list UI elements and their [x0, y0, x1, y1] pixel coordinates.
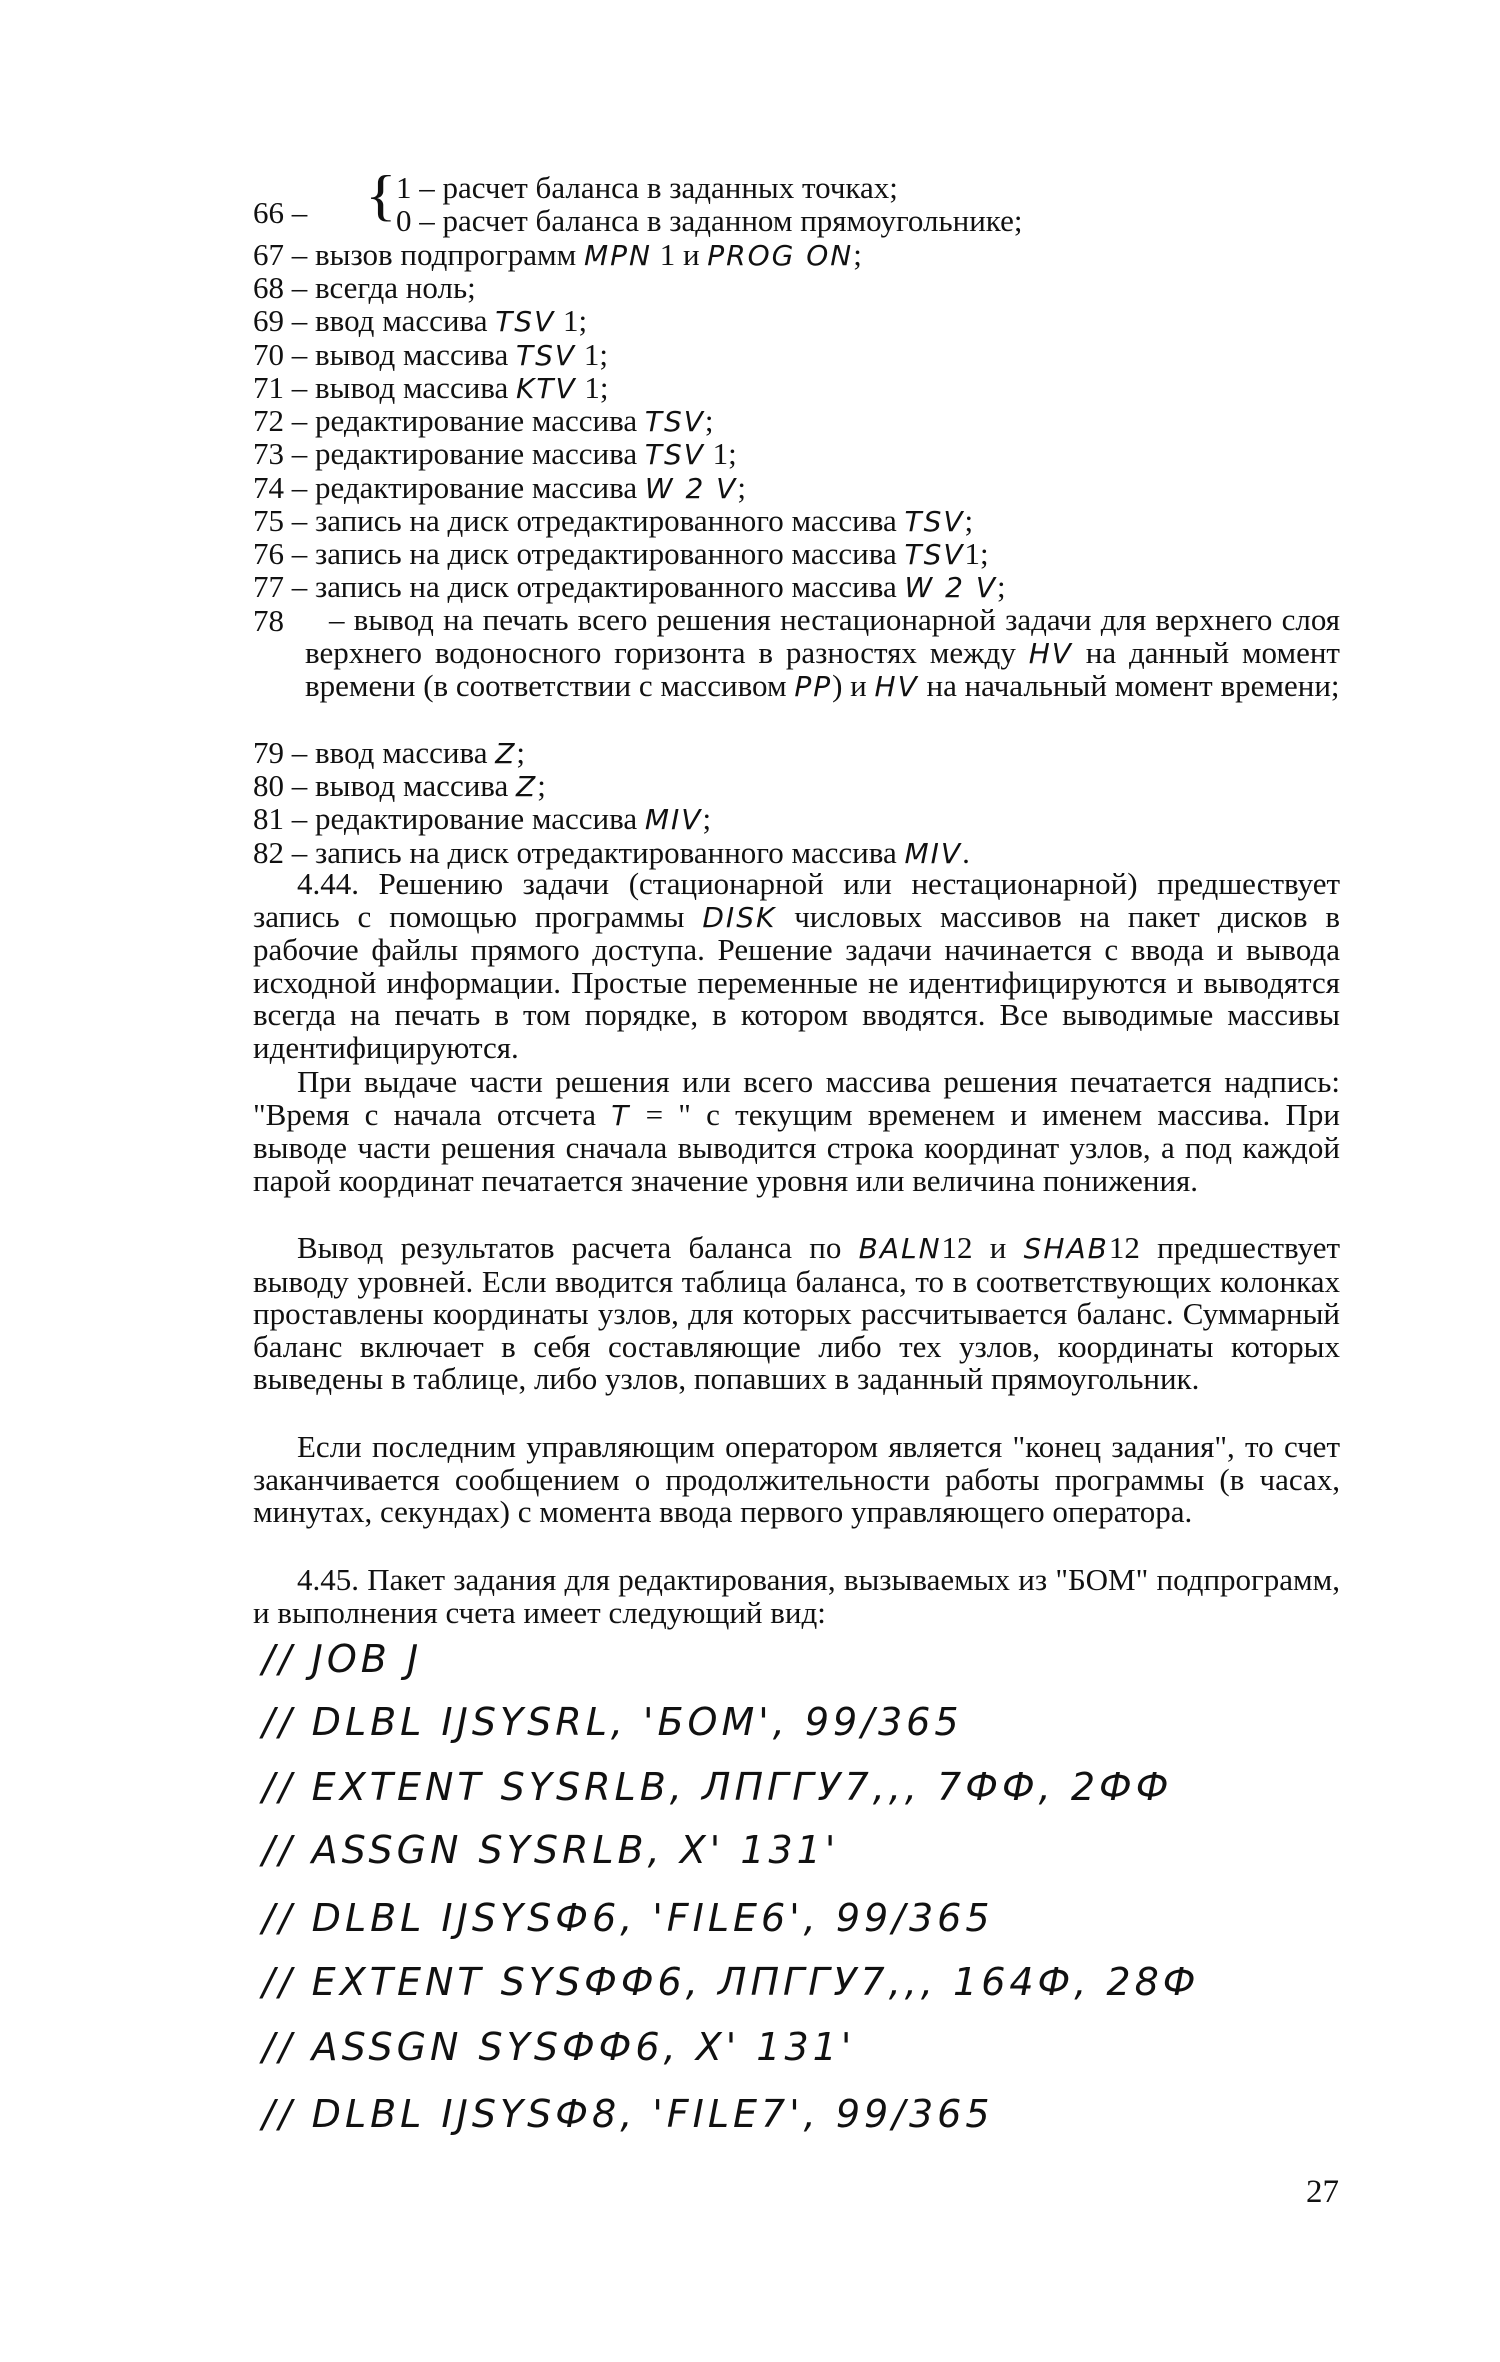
- list-item: 69 – ввод массива TSV 1;: [253, 303, 588, 338]
- code-line: // EXTENT SYSRLB, ЛПГГУ7,,, 7ФФ, 2ФФ: [262, 1765, 1173, 1809]
- code-line: // DLBL IJSYSФ8, 'FILE7', 99/365: [262, 2092, 994, 2136]
- item-78-number: 78: [253, 603, 284, 638]
- item-66-number: 66 –: [253, 195, 308, 230]
- paragraph-balance: Вывод результатов расчета баланса по BALN12 и SHAB12 предшествует выводу уровней. Если вводится таблица баланса, то в соответствующих колонках проставлены координаты узлов, для которых рассчитывается баланс. Суммарный баланс включает в себя составляющие либо тех узлов, координаты которых выведены в таблице, либо узлов, попавших в заданный прямоугольник.: [253, 1230, 1340, 1397]
- list-item: 72 – редактирование массива TSV;: [253, 403, 714, 438]
- list-item: 75 – запись на диск отредактированного массива TSV;: [253, 503, 974, 538]
- paragraph-4-45: 4.45. Пакет задания для редактирования, вызываемых из "БОМ" подпрограмм, и выполнения счета имеет следующий вид:: [253, 1562, 1340, 1630]
- list-item: 76 – запись на диск отредактированного массива TSV1;: [253, 536, 989, 571]
- list-item: 79 – ввод массива Z;: [253, 735, 526, 770]
- list-item: 74 – редактирование массива W 2 V;: [253, 470, 746, 505]
- page-number: 27: [1306, 2174, 1339, 2210]
- list-item: 80 – вывод массива Z;: [253, 768, 546, 803]
- list-item: 81 – редактирование массива MIV;: [253, 801, 712, 836]
- item-66-option-0: 0 – расчет баланса в заданном прямоугольнике;: [396, 203, 1023, 238]
- list-item: 77 – запись на диск отредактированного массива W 2 V;: [253, 569, 1006, 604]
- list-item: 67 – вызов подпрограмм MPN 1 и PROG ON;: [253, 237, 862, 272]
- code-line: // JOB J: [262, 1637, 423, 1681]
- list-item: 70 – вывод массива TSV 1;: [253, 337, 608, 372]
- list-item: – вывод на печать всего решения нестационарной задачи для верхнего слоя верхнего водоносного горизонта в разностях между HV на данный момент времени (в соответствии с массивом PP) и HV на начальный момент времени;: [305, 602, 1340, 704]
- item-66-option-1: 1 – расчет баланса в заданных точках;: [396, 170, 898, 205]
- list-item: 71 – вывод массива KTV 1;: [253, 370, 609, 405]
- paragraph-output: При выдаче части решения или всего массива решения печатается надпись: "Время с начала отсчета T = " с текущим временем и именем массива. При выводе части решения сначала выводится строка координат узлов, а под каждой парой координат печатается значение уровня или величина понижения.: [253, 1064, 1340, 1198]
- code-line: // EXTENT SYSФФ6, ЛПГГУ7,,, 164Ф, 28Ф: [262, 1960, 1200, 2004]
- code-line: // DLBL IJSYSRL, 'БОМ', 99/365: [262, 1700, 963, 1744]
- list-item: 68 – всегда ноль;: [253, 270, 476, 305]
- paragraph-end-job: Если последним управляющим оператором является "конец задания", то счет заканчивается сообщением о продолжительности работы программы (в часах, минутах, секундах) с момента ввода первого управляющего оператора.: [253, 1429, 1340, 1530]
- code-line: // DLBL IJSYSФ6, 'FILE6', 99/365: [262, 1896, 994, 1940]
- list-item: 82 – запись на диск отредактированного массива MIV.: [253, 835, 970, 870]
- code-line: // ASSGN SYSФФ6, X' 131': [262, 2025, 856, 2069]
- paragraph-4-44: 4.44. Решению задачи (стационарной или нестационарной) предшествует запись с помощью программы DISK числовых массивов на пакет дисков в рабочие файлы прямого доступа. Решение задачи начинается с ввода и вывода исходной информации. Простые переменные не идентифицируются и выводятся всегда на печать в том порядке, в котором вводятся. Все выводимые массивы идентифицируются.: [253, 866, 1341, 1065]
- brace-symbol: {: [365, 164, 397, 227]
- list-item: 73 – редактирование массива TSV 1;: [253, 436, 737, 471]
- code-line: // ASSGN SYSRLB, X' 131': [262, 1828, 840, 1872]
